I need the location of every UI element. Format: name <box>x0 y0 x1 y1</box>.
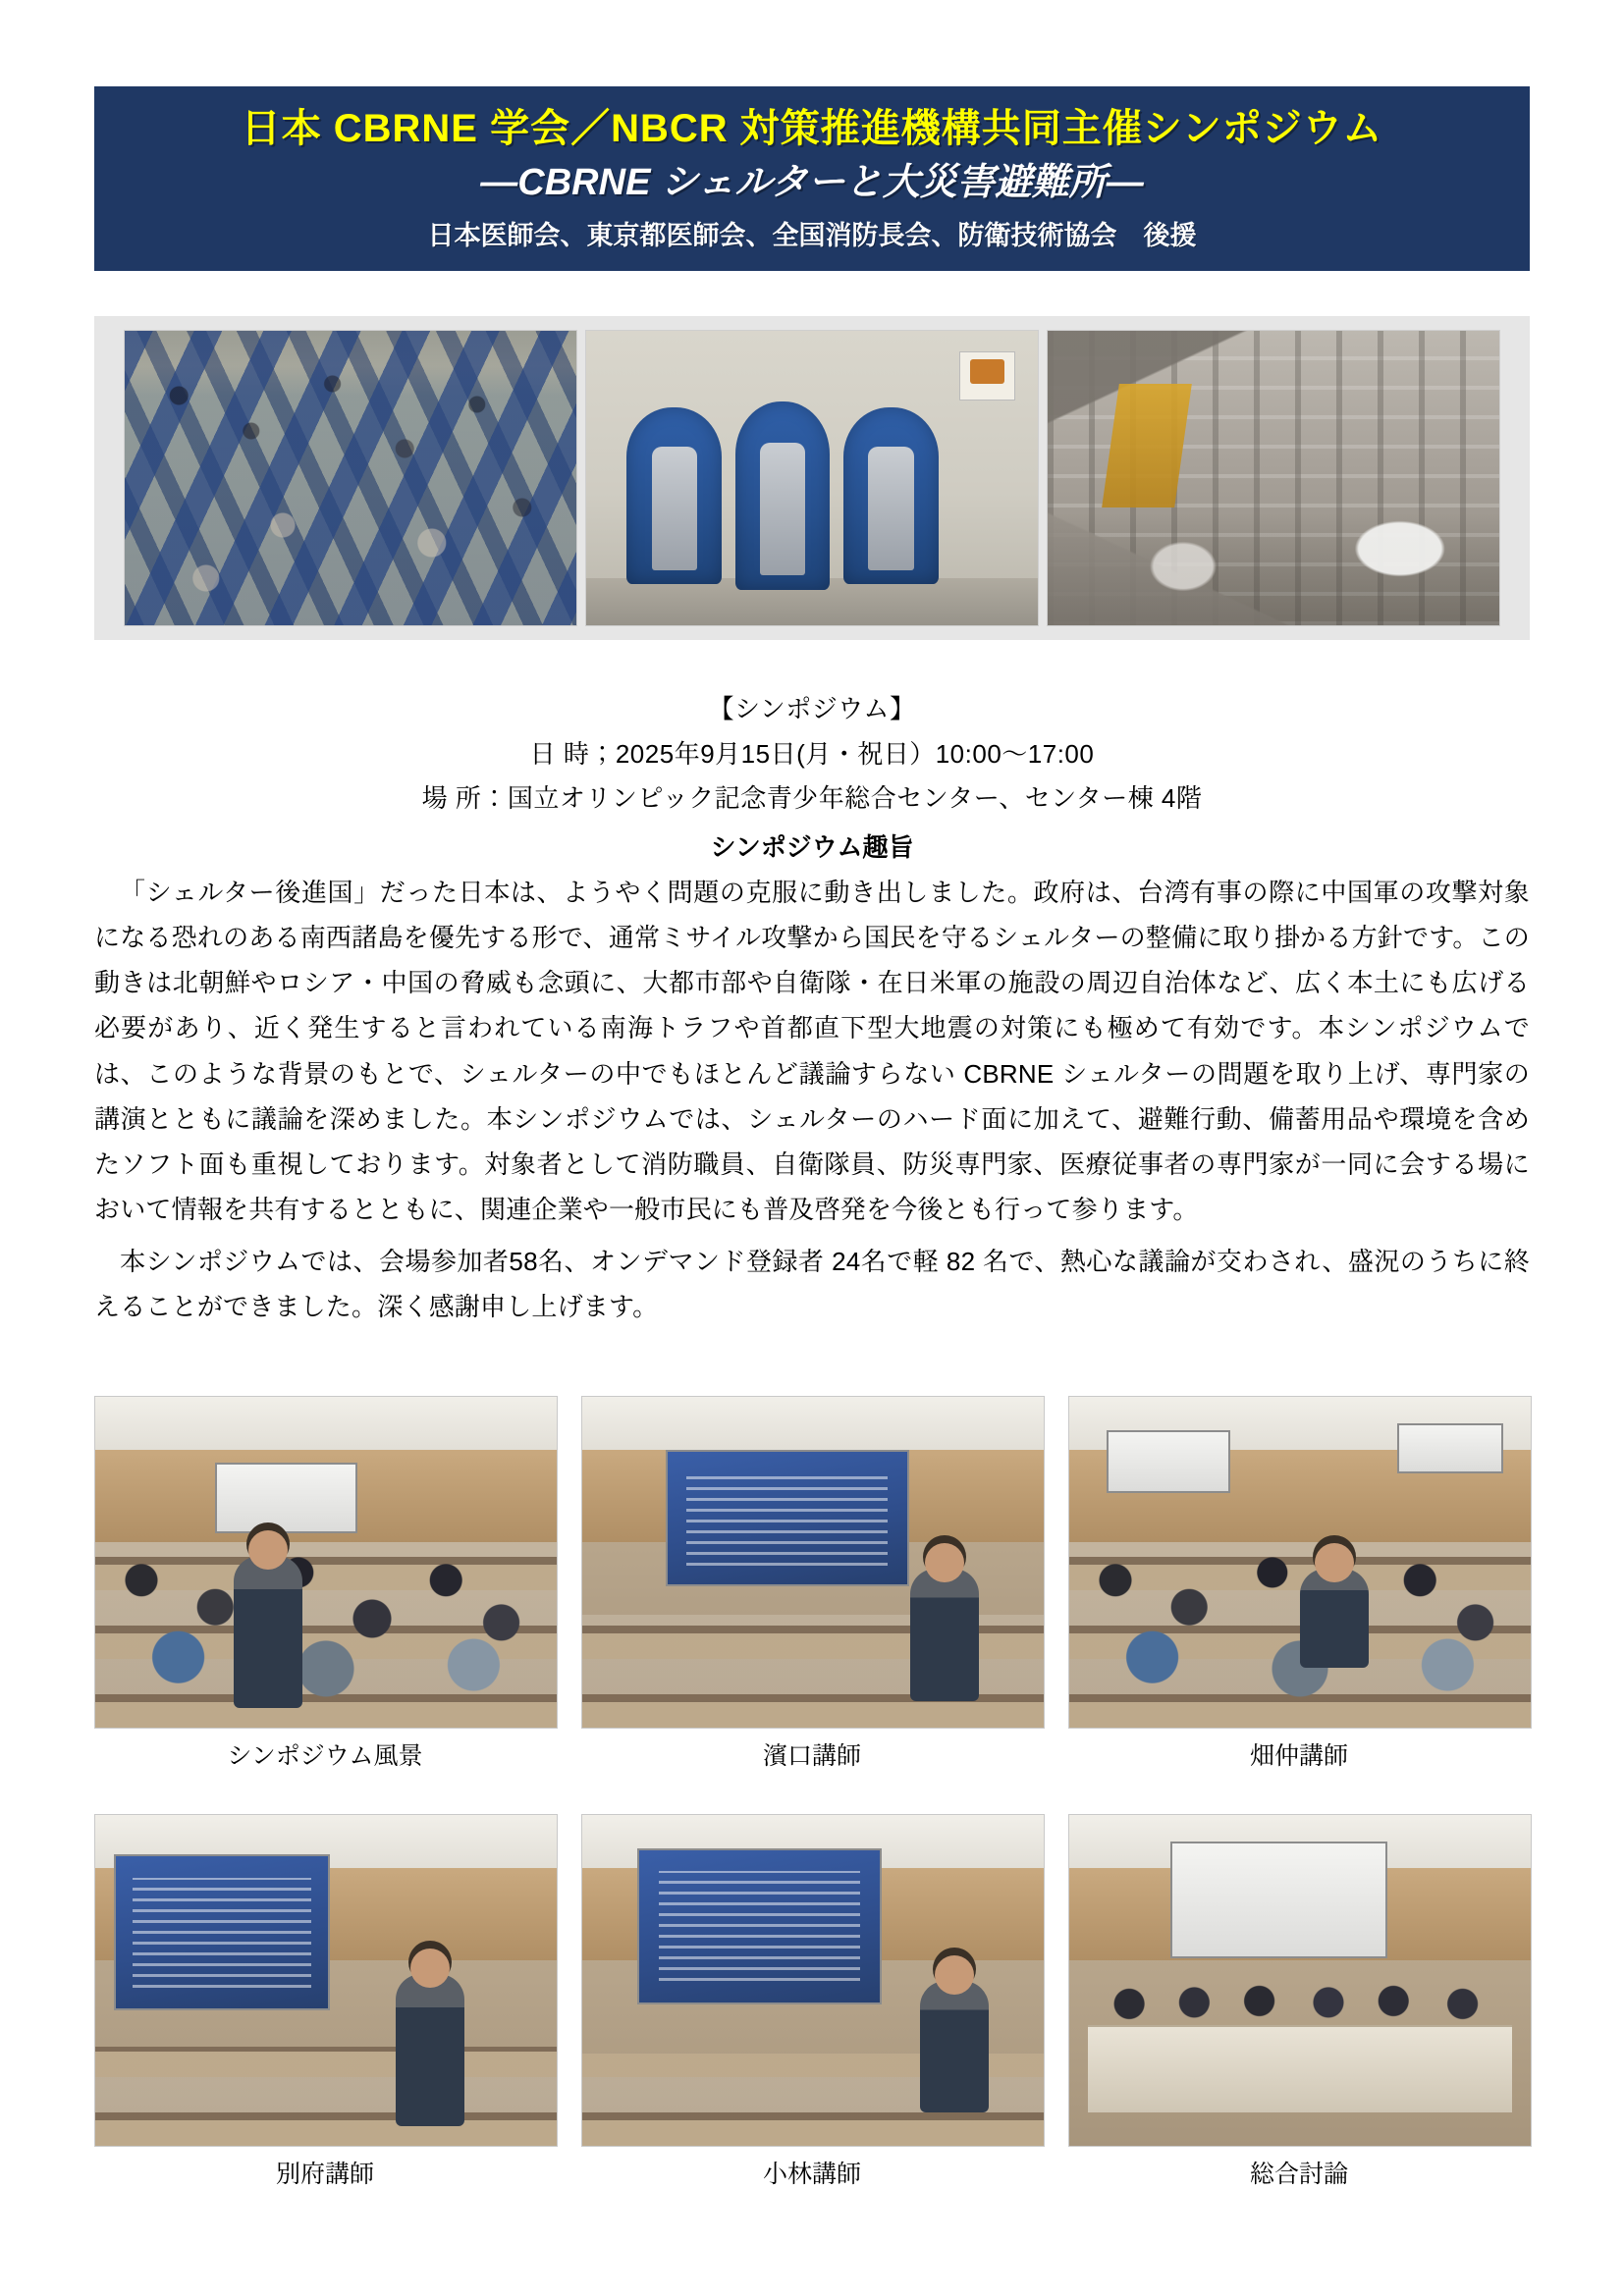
side-monitor <box>1397 1423 1502 1473</box>
tent-door <box>868 447 913 570</box>
panel-table <box>1088 2025 1512 2113</box>
room-scene <box>95 1815 557 2146</box>
caption-hamaguchi: 濱口講師 <box>762 1742 861 1770</box>
room-scene <box>582 1815 1044 2146</box>
desk-rows <box>94 2047 558 2146</box>
banner-title-sub: ―CBRNE シェルターと大災害避難所― <box>480 162 1144 203</box>
purpose-paragraph-1: 「シェルター後進国」だった日本は、ようやく問題の克服に動き出しました。政府は、台湾有事の際に中国軍の攻撃対象になる恐れのある南西諸島を優先する形で、通常ミサイル攻撃から国民を守るシェルターの整備に取り掛かる方針です。この動きは北朝鮮やロシア・中国の脅威も念頭に、大都市部や自衛隊・在日米軍の施設の周辺自治体など、広く本土にも広げる必要があり、近く発生すると言われている南海トラフや首都直下型大地震の対策にも極めて有効です。本シンポジウムでは、このような背景のもとで、シェルターの中でもほとんど議論すらない CBRNE シェルターの問題を取り上げ、専門家の講演とともに議論を深めました。本シンポジウムでは、シェルターのハード面に加えて、避難行動、備蓄用品や環境を含めたソフト面も重視しております。対象者として消防職員、自衛隊員、防災専門家、医療従事者の専門家が一同に会する場において情報を共有するとともに、関連企業や一般市民にも普及啓発を今後とも行って参ります。 <box>94 877 1530 1225</box>
projection-slide <box>637 1848 881 2004</box>
slide-text-lines <box>686 1470 888 1566</box>
speaker-figure <box>1300 1569 1369 1668</box>
header-photo-strip <box>94 316 1530 640</box>
caption-hatanaka: 畑仲講師 <box>1249 1742 1348 1770</box>
speaker-figure <box>910 1569 979 1701</box>
gallery-item-hamaguchi <box>581 1396 1043 1773</box>
document-body <box>94 687 1530 1329</box>
gallery-row-1 <box>94 1396 1530 1773</box>
crane-shape <box>1103 384 1192 507</box>
banner-title-main: 日本 CBRNE 学会／NBCR 対策推進機構共同主催シンポジウム <box>241 107 1383 150</box>
photo-evacuation-hall <box>124 330 577 626</box>
projection-screen <box>1170 1842 1386 1958</box>
room-scene <box>95 1397 557 1728</box>
projection-slide <box>114 1854 330 2010</box>
caption-kobayashi: 小林講師 <box>762 2161 861 2188</box>
room-scene <box>582 1397 1044 1728</box>
photo-symposium-scene <box>94 1396 558 1729</box>
speaker-figure <box>396 1974 464 2126</box>
gallery-item-hatanaka <box>1068 1396 1530 1773</box>
symposium-venue: 場 所：国立オリンピック記念青少年総合センター、センター棟 4階 <box>421 783 1203 813</box>
ceiling <box>95 1397 557 1451</box>
caption-symposium-scene: シンポジウム風景 <box>227 1742 423 1770</box>
projection-slide <box>666 1450 909 1586</box>
ceiling <box>582 1397 1044 1451</box>
speaker-figure <box>920 1981 989 2113</box>
wall-sign <box>959 351 1015 400</box>
purpose-paragraph-2: 本シンポジウムでは、会場参加者58名、オンデマンド登録者 24名で軽 82 名で、熱心な議論が交わされ、盛況のうちに終えることができました。深く感謝申し上げます。 <box>94 1246 1530 1321</box>
room-scene <box>1069 1397 1531 1728</box>
audience-heads <box>95 1522 557 1714</box>
photo-beppu-lecture <box>94 1814 558 2147</box>
photo-hamaguchi-lecture <box>581 1396 1045 1729</box>
title-banner <box>94 86 1530 271</box>
attendee-figure <box>234 1556 302 1708</box>
room-scene <box>1069 1815 1531 2146</box>
photo-kobayashi-lecture <box>581 1814 1045 2147</box>
gallery-row-2 <box>94 1814 1530 2191</box>
tent-1 <box>626 407 722 584</box>
symposium-datetime: 日 時；2025年9月15日(月・祝日）10:00～17:00 <box>529 738 1095 769</box>
tent-door <box>652 447 697 570</box>
gallery-item-kobayashi <box>581 1814 1043 2191</box>
banner-sponsors: 日本医師会、東京都医師会、全国消防長会、防衛技術協会 後援 <box>427 221 1197 250</box>
photo-privacy-tents <box>585 330 1039 626</box>
projection-screen <box>1107 1430 1230 1494</box>
photo-collapsed-building <box>1047 330 1500 626</box>
gallery-item-panel-discussion <box>1068 1814 1530 2191</box>
symposium-label: 【シンポジウム】 <box>708 694 916 723</box>
tent-3 <box>843 407 939 584</box>
slide-text-lines <box>133 1878 311 1988</box>
tent-2 <box>735 401 831 590</box>
photo-hatanaka-lecture <box>1068 1396 1532 1729</box>
panelist-heads <box>1097 1960 1503 2033</box>
gallery-item-symposium-scene <box>94 1396 556 1773</box>
tent-door <box>760 443 805 574</box>
slide-text-lines <box>659 1871 860 1981</box>
caption-panel-discussion: 総合討論 <box>1249 2161 1348 2188</box>
purpose-heading: シンポジウム趣旨 <box>710 831 914 862</box>
gallery-item-beppu <box>94 1814 556 2191</box>
caption-beppu: 別府講師 <box>275 2161 374 2188</box>
photo-panel-discussion <box>1068 1814 1532 2147</box>
